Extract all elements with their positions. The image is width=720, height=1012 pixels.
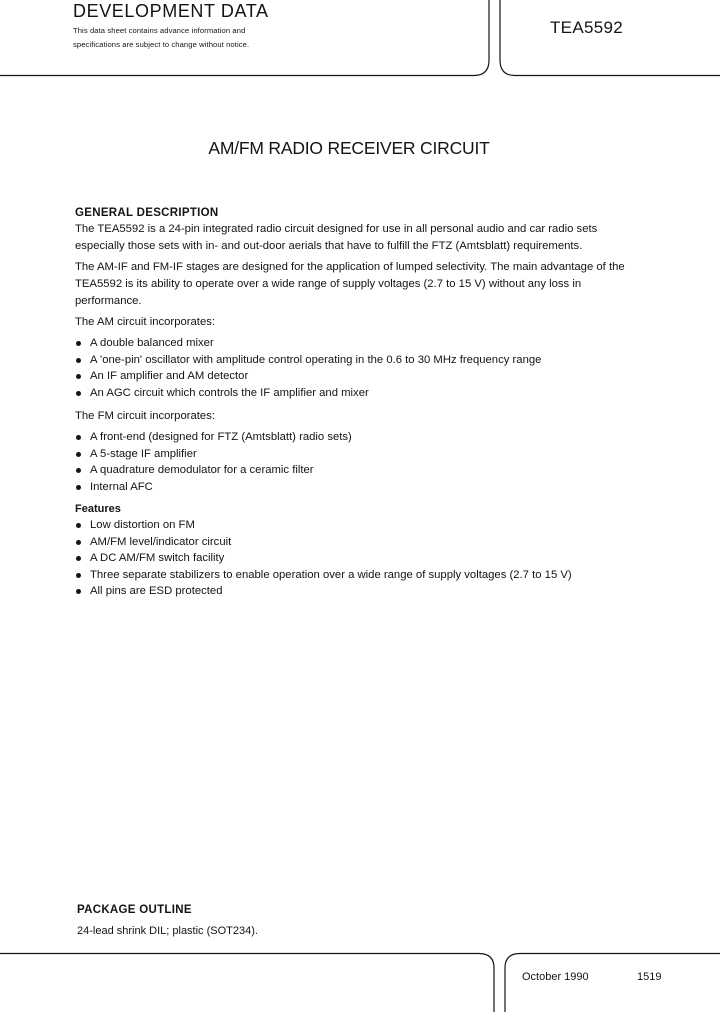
advance-info-note-line1: This data sheet contains advance information and	[73, 26, 246, 35]
bullet-icon	[76, 468, 81, 473]
list-item-text: A 5-stage IF amplifier	[90, 447, 197, 460]
fm-circuit-intro: The FM circuit incorporates:	[75, 410, 215, 422]
am-circuit-list	[75, 335, 635, 401]
list-item	[75, 446, 635, 463]
list-item	[75, 368, 635, 385]
am-circuit-intro: The AM circuit incorporates:	[75, 316, 216, 328]
general-description-paragraph-1: The TEA5592 is a 24-pin integrated radio circuit designed for use in all personal audio and car radio sets especially those sets with in- and out-door aerials that have to fulfill the FTZ (Amtsblatt) requirements.	[75, 223, 598, 252]
features-heading: Features	[75, 503, 121, 515]
list-item-text: A DC AM/FM switch facility	[90, 552, 225, 564]
list-item	[75, 385, 635, 402]
list-item-text: A quadrature demodulator for a ceramic filter	[90, 464, 314, 476]
list-item	[75, 429, 635, 446]
list-item	[75, 517, 635, 534]
list-item	[75, 335, 635, 352]
main-content	[75, 206, 635, 600]
list-item	[75, 479, 635, 496]
general-description-heading: GENERAL DESCRIPTION	[75, 207, 219, 219]
page-number: 1519	[637, 971, 662, 983]
package-outline-heading: PACKAGE OUTLINE	[77, 904, 192, 916]
list-item	[75, 534, 635, 551]
document-title: AM/FM RADIO RECEIVER CIRCUIT	[208, 138, 490, 158]
list-item	[75, 462, 635, 479]
list-item-text: A 'one-pin' oscillator with amplitude control operating in the 0.6 to 30 MHz frequency range	[90, 353, 542, 366]
bullet-icon	[76, 358, 81, 363]
bullet-icon	[76, 452, 81, 457]
general-description-paragraph-2: The AM-IF and FM-IF stages are designed for the application of lumped selectivity. The main advantage of the TEA5592 is its ability to operate over a wide range of supply voltages (2.7 to 15 V) without any loss in performance.	[75, 261, 625, 307]
list-item-text: An IF amplifier and AM detector	[90, 370, 249, 382]
bullet-icon	[76, 485, 81, 490]
bullet-icon	[76, 435, 81, 440]
list-item	[75, 583, 635, 600]
bullet-icon	[76, 391, 81, 396]
part-number: TEA5592	[550, 18, 623, 37]
fm-circuit-list	[75, 429, 635, 495]
bullet-icon	[76, 374, 81, 379]
list-item-text: A front-end (designed for FTZ (Amtsblatt) radio sets)	[90, 431, 352, 443]
list-item-text: An AGC circuit which controls the IF amplifier and mixer	[90, 386, 369, 399]
bullet-icon	[76, 589, 81, 594]
footer-rule-left	[0, 954, 494, 1012]
footer-date: October 1990	[522, 971, 589, 983]
bullet-icon	[76, 556, 81, 561]
list-item-text: A double balanced mixer	[90, 337, 214, 349]
bullet-icon	[76, 573, 81, 578]
list-item-text: Low distortion on FM	[90, 519, 195, 531]
bullet-icon	[76, 523, 81, 528]
development-data-title: DEVELOPMENT DATA	[73, 1, 269, 21]
list-item	[75, 352, 635, 369]
bullet-icon	[76, 341, 81, 346]
list-item-text: Three separate stabilizers to enable operation over a wide range of supply voltages (2.7 to 15 V)	[90, 568, 572, 581]
list-item-text: All pins are ESD protected	[90, 585, 223, 597]
bullet-icon	[76, 540, 81, 545]
list-item-text: AM/FM level/indicator circuit	[90, 535, 232, 548]
features-list	[75, 517, 635, 600]
advance-info-note-line2: specifications are subject to change without notice.	[73, 40, 250, 49]
list-item-text: Internal AFC	[90, 480, 153, 493]
package-outline-text: 24-lead shrink DIL; plastic (SOT234).	[77, 925, 258, 937]
list-item	[75, 567, 635, 584]
list-item	[75, 550, 635, 567]
